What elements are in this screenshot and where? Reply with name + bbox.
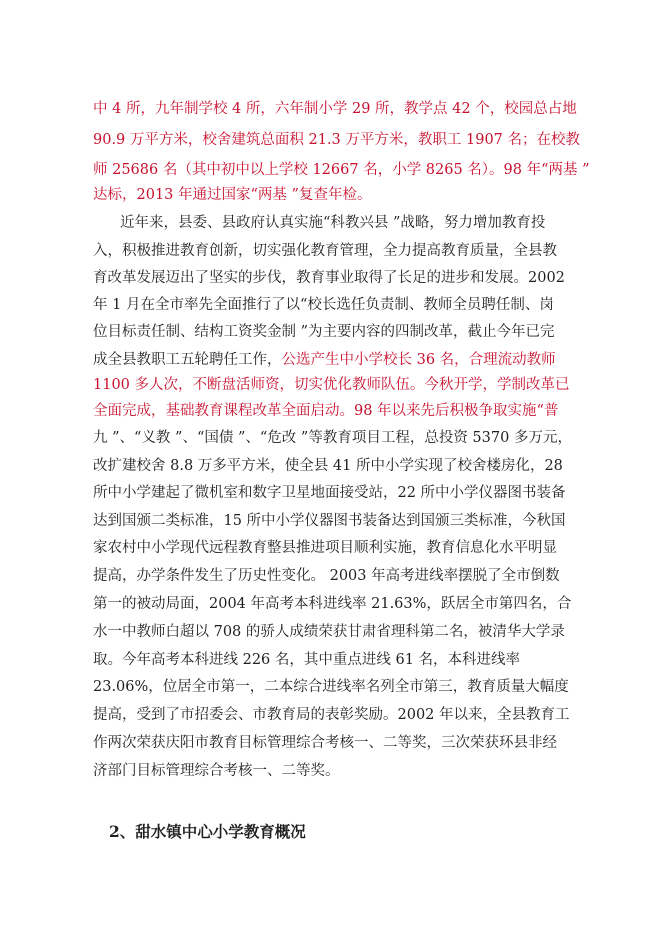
text-line: 提高，受到了市招委会、市教育局的表彰奖励。2002 年以来，全县教育工 xyxy=(93,707,570,723)
text-line: 达到国颁二类标准，15 所中小学仪器图书装备达到国颁三类标准，今秋国 xyxy=(93,513,566,529)
section-heading: 2、甜水镇中心小学教育概况 xyxy=(109,822,306,841)
text-line: 提高，办学条件发生了历史性变化。 2003 年高考进线率摆脱了全市倒数 xyxy=(93,568,560,584)
text-line: 入，积极推进教育创新，切实强化教育管理，全力提高教育质量，全县教 xyxy=(93,243,557,259)
text-line: 90.9 万平方米，校舍建筑总面积 21.3 万平方米，教职工 1907 名；在校教 xyxy=(93,132,581,148)
text-line: 中 4 所，九年制学校 4 所，六年制小学 29 所，教学点 42 个，校园总占地 xyxy=(93,101,577,117)
text-line: 近年来，县委、县政府认真实施“科教兴县 ”战略，努力增加教育投 xyxy=(120,215,546,231)
text-line-part: 成全县教职工五轮聘任工作， xyxy=(93,352,282,368)
text-line: 第一的被动局面，2004 年高考本科进线率 21.63%，跃居全市第四名，合 xyxy=(93,596,572,612)
text-line: 达标，2013 年通过国家“两基 ”复查年检。 xyxy=(93,187,372,203)
text-line: 改扩建校舍 8.8 万多平方米，使全县 41 所中小学实现了校舍楼房化，28 xyxy=(93,458,563,474)
text-line: 年 1 月在全市率先全面推行了以“校长选任负责制、教师全员聘任制、岗 xyxy=(93,297,554,313)
text-line: 水一中教师白超以 708 的骄人成绩荣获甘肃省理科第二名，被清华大学录 xyxy=(93,624,565,640)
text-line: 师 25686 名（其中初中以上学校 12667 名，小学 8265 名）。98 年“两基 ” xyxy=(93,162,590,178)
text-line: 育改革发展迈出了坚实的步伐，教育事业取得了长足的进步和发展。2002 xyxy=(93,270,565,286)
text-line: 取。今年高考本科进线 226 名，其中重点进线 61 名，本科进线率 xyxy=(93,652,521,668)
text-line: 所中小学建起了微机室和数字卫星地面接受站，22 所中小学仪器图书装备 xyxy=(93,485,566,501)
text-line: 作两次荣获庆阳市教育目标管理综合考核一、二等奖，三次荣获环县非经 xyxy=(93,735,557,751)
text-line: 全面完成，基础教育课程改革全面启动。98 年以来先后积极争取实施“普 xyxy=(93,403,559,419)
text-line: 济部门目标管理综合考核一、二等奖。 xyxy=(93,763,340,779)
text-line: 九 ”、“义教 ”、“国债 ”、“危改 ”等教育项目工程，总投资 5370 多万元， xyxy=(93,430,572,446)
text-line: 家农村中小学现代远程教育整县推进项目顺利实施，教育信息化水平明显 xyxy=(93,540,557,556)
text-line: 位目标责任制、结构工资奖金制 ”为主要内容的四制改革，截止今年已完 xyxy=(93,324,555,340)
text-line: 23.06%，位居全市第一，二本综合进线率名列全市第三，教育质量大幅度 xyxy=(93,679,569,695)
text-line xyxy=(93,350,662,370)
text-line-part: 公选产生中小学校长 36 名，合理流动教师 xyxy=(281,352,556,368)
text-line: 1100 多人次，不断盘活师资，切实优化教师队伍。今秋开学，学制改革已 xyxy=(93,377,570,393)
